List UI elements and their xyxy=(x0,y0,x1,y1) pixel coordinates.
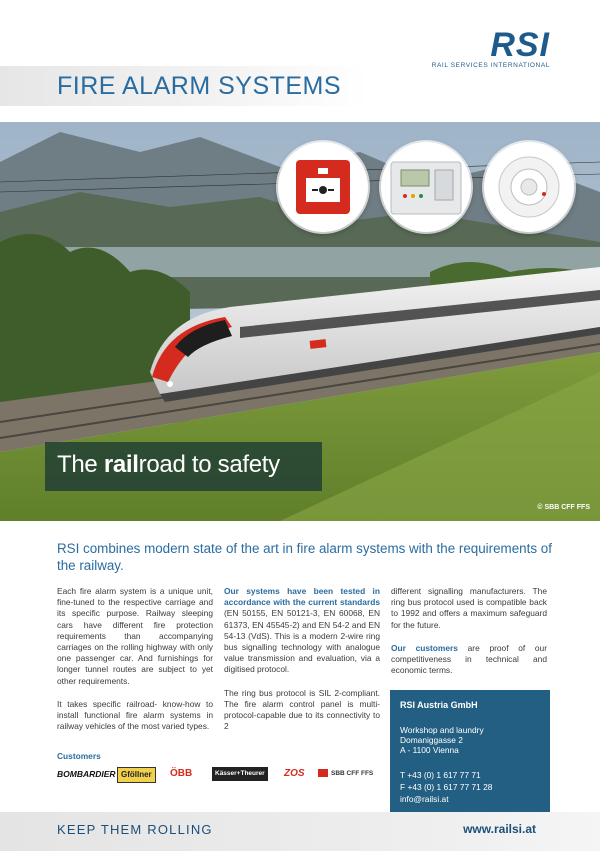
control-panel-badge xyxy=(381,142,471,232)
address-box xyxy=(390,690,550,812)
page-title: FIRE ALARM SYSTEMS xyxy=(57,72,342,100)
zos-logo: ZOS xyxy=(284,768,305,779)
manual-call-point-badge xyxy=(278,142,368,232)
paragraph: Our systems have been tested in accordance with the current standards (EN 50155, EN 50121-3, EN 60068, EN 61373, EN 45545-2) and EN 54-2 and EN 54-13 (VdS). This is a modern 2-wire ring bus signalling technology with analogue value transmission and evaluation, via a digitised protocol. xyxy=(224,586,380,675)
customers-heading: Customers xyxy=(57,751,101,761)
email-address[interactable]: info@railsi.at xyxy=(400,794,449,804)
address-line-3: A - 1100 Vienna xyxy=(400,745,459,755)
plasser-theurer-logo: Kässer+Theurer xyxy=(212,767,268,781)
paragraph: It takes specific railroad- know-how to install functional fire alarm systems in railway vehicles of the most varied types. xyxy=(57,698,213,732)
sbb-logo: SBB CFF FFS xyxy=(318,767,373,781)
paragraph: Our customers are proof of our competitiveness in technical and economic terms. xyxy=(391,642,548,676)
paragraph: Each fire alarm system is a unique unit, fine-tuned to the respective carriage and its specific purpose. Railway sleeping cars have different fire protection requirements than accompanying carriages on the rolling highway with only one passenger car. And furnishings for longer tunnel routes are subject to yet other requirements. xyxy=(57,586,213,686)
phone-number: T +43 (0) 1 617 77 71 xyxy=(400,770,481,780)
logo-word: RSI xyxy=(490,26,550,64)
oebb-logo: ÖBB xyxy=(170,768,193,779)
address-line-2: Domaniggasse 2 xyxy=(400,735,463,745)
fax-number: F +43 (0) 1 617 77 71 28 xyxy=(400,782,493,792)
control-panel-icon xyxy=(381,142,471,232)
rsi-logo xyxy=(418,28,550,74)
address-line-1: Workshop and laundry xyxy=(400,725,484,735)
sbb-flag-icon xyxy=(318,769,328,777)
footer-bar xyxy=(0,812,600,851)
tagline-box xyxy=(45,442,322,491)
photo-credit: © SBB CFF FFS xyxy=(537,504,590,511)
text-column-3 xyxy=(391,586,547,688)
gfoellner-logo: Gföllner xyxy=(117,767,156,783)
text-column-2 xyxy=(224,586,380,744)
tagline: The railroad to safety xyxy=(57,451,280,478)
paragraph: The ring bus protocol is SIL 2-compliant. The fire alarm control panel is multi-protocol-capable due to its connectivity to 2 xyxy=(224,687,380,732)
highlight-text: Our customers xyxy=(391,642,458,653)
paragraph: different signalling manufacturers. The ring bus protocol used is compatible back to 1992 and offers a maximum safeguard for the future. xyxy=(391,586,547,630)
text-column-1 xyxy=(57,586,213,744)
company-name: RSI Austria GmbH xyxy=(400,700,478,710)
hero-image xyxy=(0,122,600,521)
highlight-text: Our systems have been tested in accordance with the current standards xyxy=(224,586,380,608)
footer-slogan: KEEP THEM ROLLING xyxy=(57,822,213,837)
tagline-bold: rail xyxy=(103,451,139,478)
intro-text: RSI combines modern state of the art in fire alarm systems with the requirements of the railway. xyxy=(57,541,552,573)
smoke-detector-badge xyxy=(484,142,574,232)
bombardier-logo: BOMBARDIER xyxy=(57,769,116,779)
website-link[interactable]: www.railsi.at xyxy=(463,822,536,836)
logo-subtitle: RAIL SERVICES INTERNATIONAL xyxy=(431,62,550,69)
smoke-detector-icon xyxy=(484,142,574,232)
manual-call-point-icon xyxy=(278,142,368,232)
header-bar xyxy=(0,66,368,106)
